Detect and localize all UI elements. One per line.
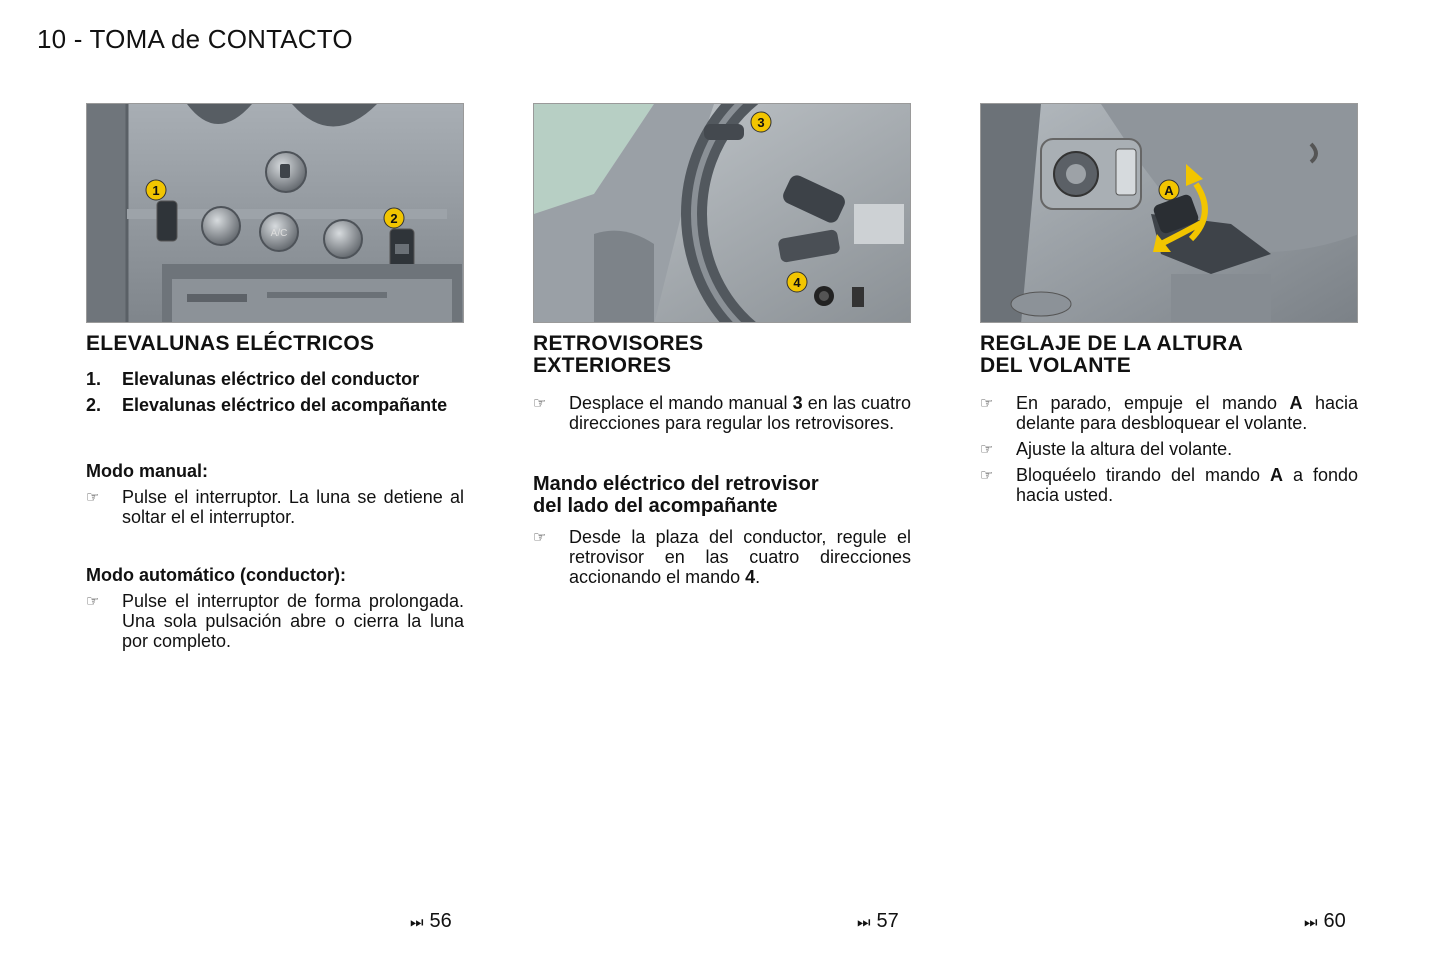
label-1: 1 bbox=[152, 183, 160, 198]
mirror-manual-list bbox=[533, 393, 911, 433]
section-title-steering: REGLAJE DE LA ALTURA DEL VOLANTE bbox=[980, 332, 1244, 377]
hand-pointing-icon: ☞ bbox=[86, 592, 100, 610]
column-power-windows bbox=[86, 103, 464, 657]
steering-lever-illustration bbox=[981, 104, 1358, 323]
auto-mode-heading: Modo automático (conductor): bbox=[86, 565, 346, 585]
skip-forward-icon: ⏭ bbox=[1304, 913, 1318, 931]
window-switches-illustration bbox=[87, 104, 464, 323]
page-title: 10 - TOMA de CONTACTO bbox=[37, 24, 353, 54]
switch-list bbox=[86, 369, 464, 415]
ac-button-label: A/C bbox=[270, 228, 288, 239]
section-title-power-windows: ELEVALUNAS ELÉCTRICOS bbox=[86, 332, 375, 355]
photo-window-switches bbox=[86, 103, 464, 323]
photo-steering-lever bbox=[980, 103, 1358, 323]
page-ref-57[interactable]: ⏭ 57 bbox=[857, 910, 899, 932]
label-2: 2 bbox=[390, 211, 398, 226]
steering-list bbox=[980, 393, 1358, 505]
hand-pointing-icon: ☞ bbox=[533, 394, 547, 412]
skip-forward-icon: ⏭ bbox=[410, 913, 424, 931]
list-item: 2. Elevalunas eléctrico del acompañante bbox=[86, 395, 448, 415]
page-ref-56[interactable]: ⏭ 56 bbox=[410, 910, 452, 932]
photo-mirror-controls bbox=[533, 103, 911, 323]
list-item: ☞ Pulse el interruptor de forma prolongada. Una sola pulsación abre o cierra la luna por completo. bbox=[86, 591, 464, 651]
list-item: ☞ Ajuste la altura del volante. bbox=[980, 439, 1233, 459]
skip-forward-icon: ⏭ bbox=[857, 913, 871, 931]
manual-mode-heading: Modo manual: bbox=[86, 461, 208, 481]
list-item: ☞ Desplace el mando manual 3 en las cuatro direcciones para regular los retrovisores. bbox=[533, 393, 911, 433]
column-exterior-mirrors bbox=[533, 103, 911, 593]
section-title-mirrors: RETROVISORES EXTERIORES bbox=[533, 332, 704, 377]
list-item: ☞ Pulse el interruptor. La luna se detiene al soltar el el interruptor. bbox=[86, 487, 464, 527]
list-item: ☞ En parado, empuje el mando A hacia delante para desbloquear el volante. bbox=[980, 393, 1358, 433]
label-a: A bbox=[1164, 183, 1174, 198]
page-ref-60[interactable]: ⏭ 60 bbox=[1304, 910, 1346, 932]
list-item: ☞ Desde la plaza del conductor, regule el retrovisor en las cuatro direcciones accionando el mando 4. bbox=[533, 527, 911, 587]
hand-pointing-icon: ☞ bbox=[980, 466, 994, 484]
subheading-passenger-mirror: Mando eléctrico del retrovisor del lado del acompañante bbox=[533, 473, 819, 517]
hand-pointing-icon: ☞ bbox=[980, 440, 994, 458]
mirror-electric-list bbox=[533, 527, 911, 587]
hand-pointing-icon: ☞ bbox=[533, 528, 547, 546]
list-item: 1. Elevalunas eléctrico del conductor bbox=[86, 369, 420, 389]
list-item: ☞ Bloquéelo tirando del mando A a fondo hacia usted. bbox=[980, 465, 1358, 505]
label-4: 4 bbox=[793, 275, 801, 290]
hand-pointing-icon: ☞ bbox=[86, 488, 100, 506]
auto-mode-list bbox=[86, 591, 464, 651]
manual-mode-list bbox=[86, 487, 464, 527]
hand-pointing-icon: ☞ bbox=[980, 394, 994, 412]
column-steering-height bbox=[980, 103, 1358, 511]
mirror-controls-illustration bbox=[534, 104, 911, 323]
label-3: 3 bbox=[757, 115, 765, 130]
